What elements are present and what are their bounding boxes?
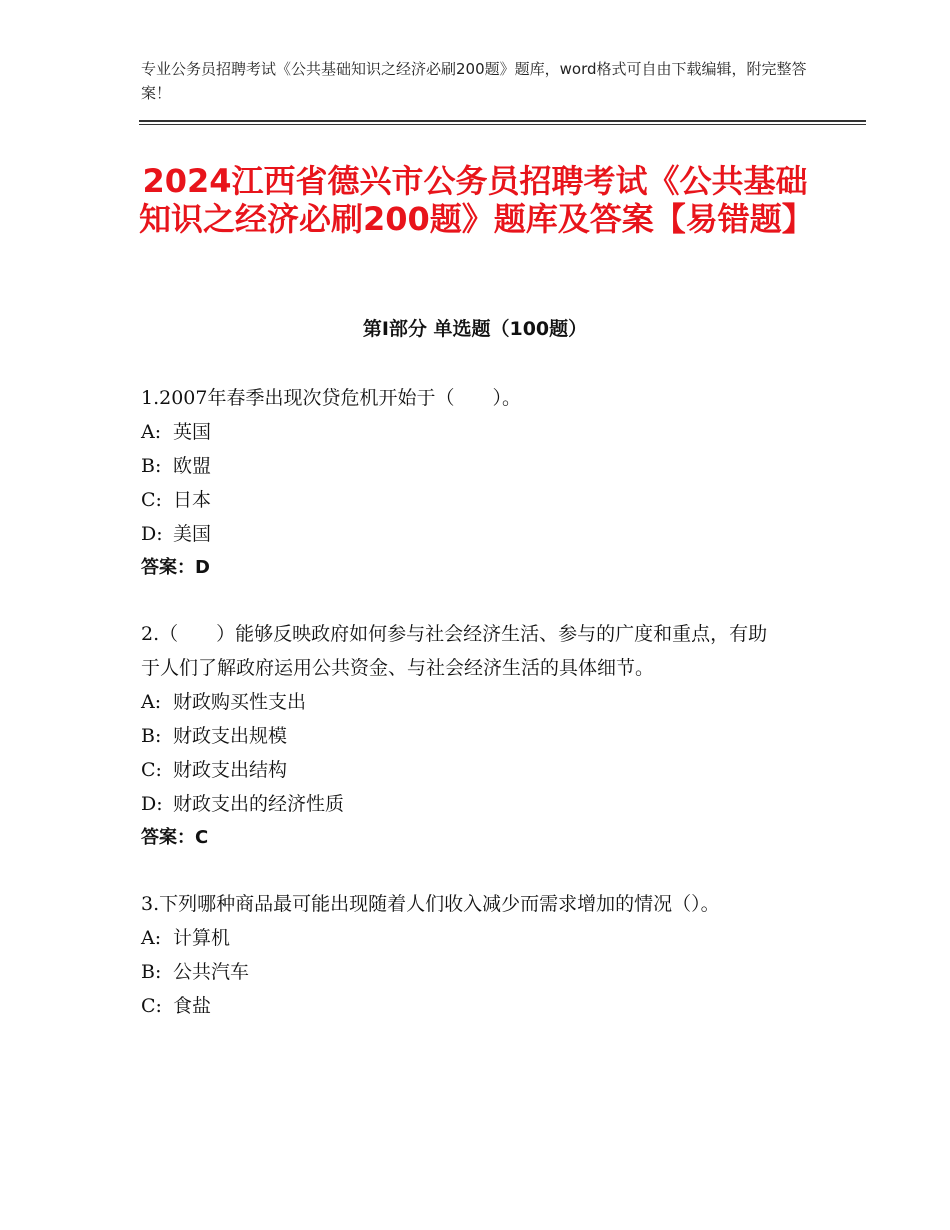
option-letter: C: [141,995,162,1017]
option-text: 美国 [173,523,212,545]
option-text: 财政支出规模 [173,725,288,747]
question-2 [141,617,781,855]
option-letter: D: [141,793,163,815]
option-text: 食盐 [173,995,212,1017]
option-letter: B: [141,961,162,983]
option-a [141,921,781,955]
document-title: 2024江西省德兴市公务员招聘考试《公共基础知识之经济必刷200题》题库及答案【易错题】 [139,162,814,238]
option-letter: B: [141,725,162,747]
option-c [141,753,781,787]
option-c [141,989,781,1023]
question-stem: 2.（ ）能够反映政府如何参与社会经济生活、参与的广度和重点，有助于人们了解政府运用公共资金、与社会经济生活的具体细节。 [141,623,768,679]
section-title: 第Ⅰ部分 单选题（100题） [362,318,588,340]
option-text: 计算机 [173,927,231,949]
question-stem: 3.下列哪种商品最可能出现随着人们收入减少而需求增加的情况（）。 [141,893,720,915]
option-text: 英国 [173,421,212,443]
option-b [141,449,781,483]
option-b [141,719,781,753]
option-c [141,483,781,517]
option-text: 日本 [173,489,212,511]
option-text: 公共汽车 [173,961,250,983]
option-text: 欧盟 [173,455,212,477]
option-letter: A: [141,421,162,443]
option-d [141,517,781,551]
question-1 [141,381,781,585]
option-a [141,685,781,719]
question-stem: 1.2007年春季出现次贷危机开始于（ ）。 [141,387,521,409]
option-letter: A: [141,691,162,713]
option-letter: A: [141,927,162,949]
header-divider [139,120,866,125]
answer-line: 答案：D [141,557,210,578]
option-b [141,955,781,989]
option-letter: C: [141,489,162,511]
answer-line: 答案：C [141,827,209,848]
option-d [141,787,781,821]
question-3 [141,887,781,1023]
header-note: 专业公务员招聘考试《公共基础知识之经济必刷200题》题库，word格式可自由下载编辑，附完整答案！ [141,60,807,102]
option-a [141,415,781,449]
option-letter: B: [141,455,162,477]
option-letter: C: [141,759,162,781]
option-text: 财政支出结构 [173,759,288,781]
option-letter: D: [141,523,163,545]
option-text: 财政购买性支出 [173,691,307,713]
question-list [141,381,781,1055]
option-text: 财政支出的经济性质 [173,793,345,815]
